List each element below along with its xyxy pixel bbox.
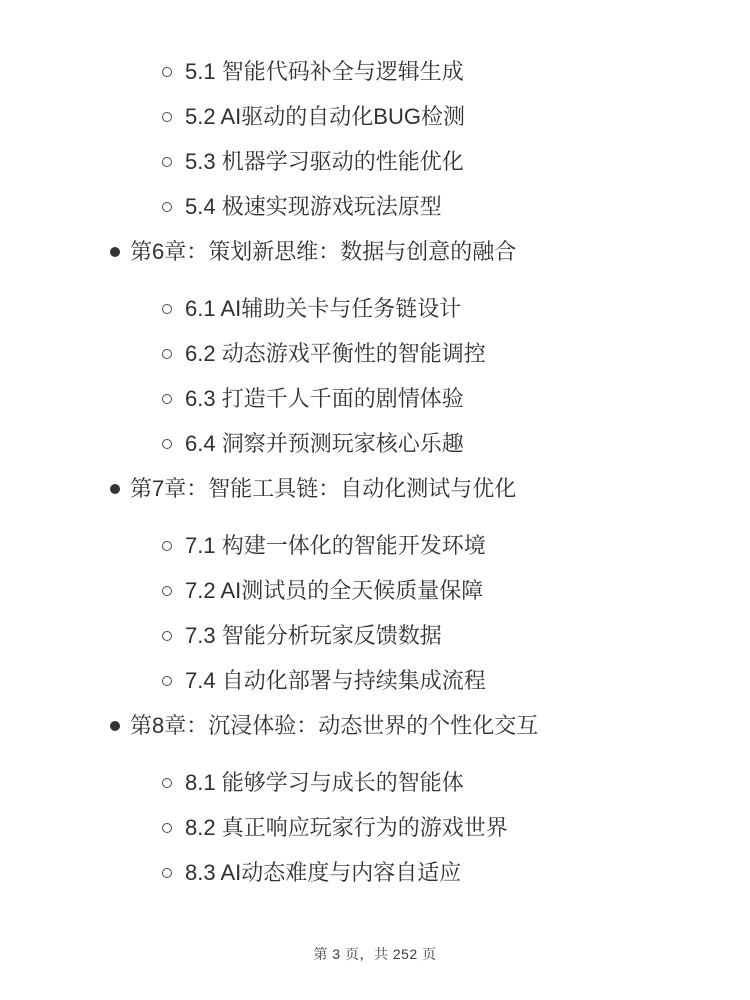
toc-item <box>0 384 750 414</box>
toc-item <box>0 621 750 651</box>
toc-item <box>0 858 750 888</box>
toc-item-label: 7.1 构建一体化的智能开发环境 <box>185 533 486 558</box>
hollow-bullet-icon <box>162 868 172 878</box>
hollow-bullet-icon <box>162 112 172 122</box>
toc-item <box>0 768 750 798</box>
hollow-bullet-icon <box>162 778 172 788</box>
toc-item <box>0 813 750 843</box>
toc-item <box>0 192 750 222</box>
hollow-bullet-icon <box>162 394 172 404</box>
hollow-bullet-icon <box>162 586 172 596</box>
toc-item-label: 5.3 机器学习驱动的性能优化 <box>185 149 464 174</box>
hollow-bullet-icon <box>162 202 172 212</box>
toc-item-label: 5.1 智能代码补全与逻辑生成 <box>185 59 464 84</box>
toc-item <box>0 576 750 606</box>
hollow-bullet-icon <box>162 304 172 314</box>
hollow-bullet-icon <box>162 541 172 551</box>
toc-item <box>0 102 750 132</box>
toc-item-label: 6.4 洞察并预测玩家核心乐趣 <box>185 431 464 456</box>
toc-item-label: 6.2 动态游戏平衡性的智能调控 <box>185 341 486 366</box>
toc-item-label: 5.2 AI驱动的自动化BUG检测 <box>185 104 465 129</box>
toc-item <box>0 57 750 87</box>
toc-item-label: 8.3 AI动态难度与内容自适应 <box>185 860 462 885</box>
toc-item <box>0 429 750 459</box>
toc-chapter-label: 第8章：沉浸体验：动态世界的个性化交互 <box>130 713 539 738</box>
hollow-bullet-icon <box>162 823 172 833</box>
page-number-footer: 第 3 页，共 252 页 <box>313 946 437 962</box>
toc-item <box>0 531 750 561</box>
toc-item <box>0 339 750 369</box>
toc-item <box>0 147 750 177</box>
toc-chapter-label: 第7章：智能工具链：自动化测试与优化 <box>130 476 517 501</box>
hollow-bullet-icon <box>162 439 172 449</box>
toc-item-label: 8.2 真正响应玩家行为的游戏世界 <box>185 815 508 840</box>
hollow-bullet-icon <box>162 67 172 77</box>
toc-chapter-label: 第6章：策划新思维：数据与创意的融合 <box>130 239 517 264</box>
toc-item-label: 6.1 AI辅助关卡与任务链设计 <box>185 296 462 321</box>
hollow-bullet-icon <box>162 676 172 686</box>
toc-item-label: 8.1 能够学习与成长的智能体 <box>185 770 464 795</box>
toc-item <box>0 294 750 324</box>
toc-item-label: 5.4 极速实现游戏玩法原型 <box>185 194 442 219</box>
filled-bullet-icon <box>110 721 120 731</box>
filled-bullet-icon <box>110 247 120 257</box>
toc-chapter <box>0 474 750 504</box>
hollow-bullet-icon <box>162 157 172 167</box>
toc-item-label: 7.4 自动化部署与持续集成流程 <box>185 668 486 693</box>
toc-item-label: 6.3 打造千人千面的剧情体验 <box>185 386 464 411</box>
toc-item-label: 7.2 AI测试员的全天候质量保障 <box>185 578 484 603</box>
hollow-bullet-icon <box>162 349 172 359</box>
toc-item <box>0 666 750 696</box>
toc-chapter <box>0 237 750 267</box>
filled-bullet-icon <box>110 484 120 494</box>
toc-item-label: 7.3 智能分析玩家反馈数据 <box>185 623 442 648</box>
hollow-bullet-icon <box>162 631 172 641</box>
toc-chapter <box>0 711 750 741</box>
